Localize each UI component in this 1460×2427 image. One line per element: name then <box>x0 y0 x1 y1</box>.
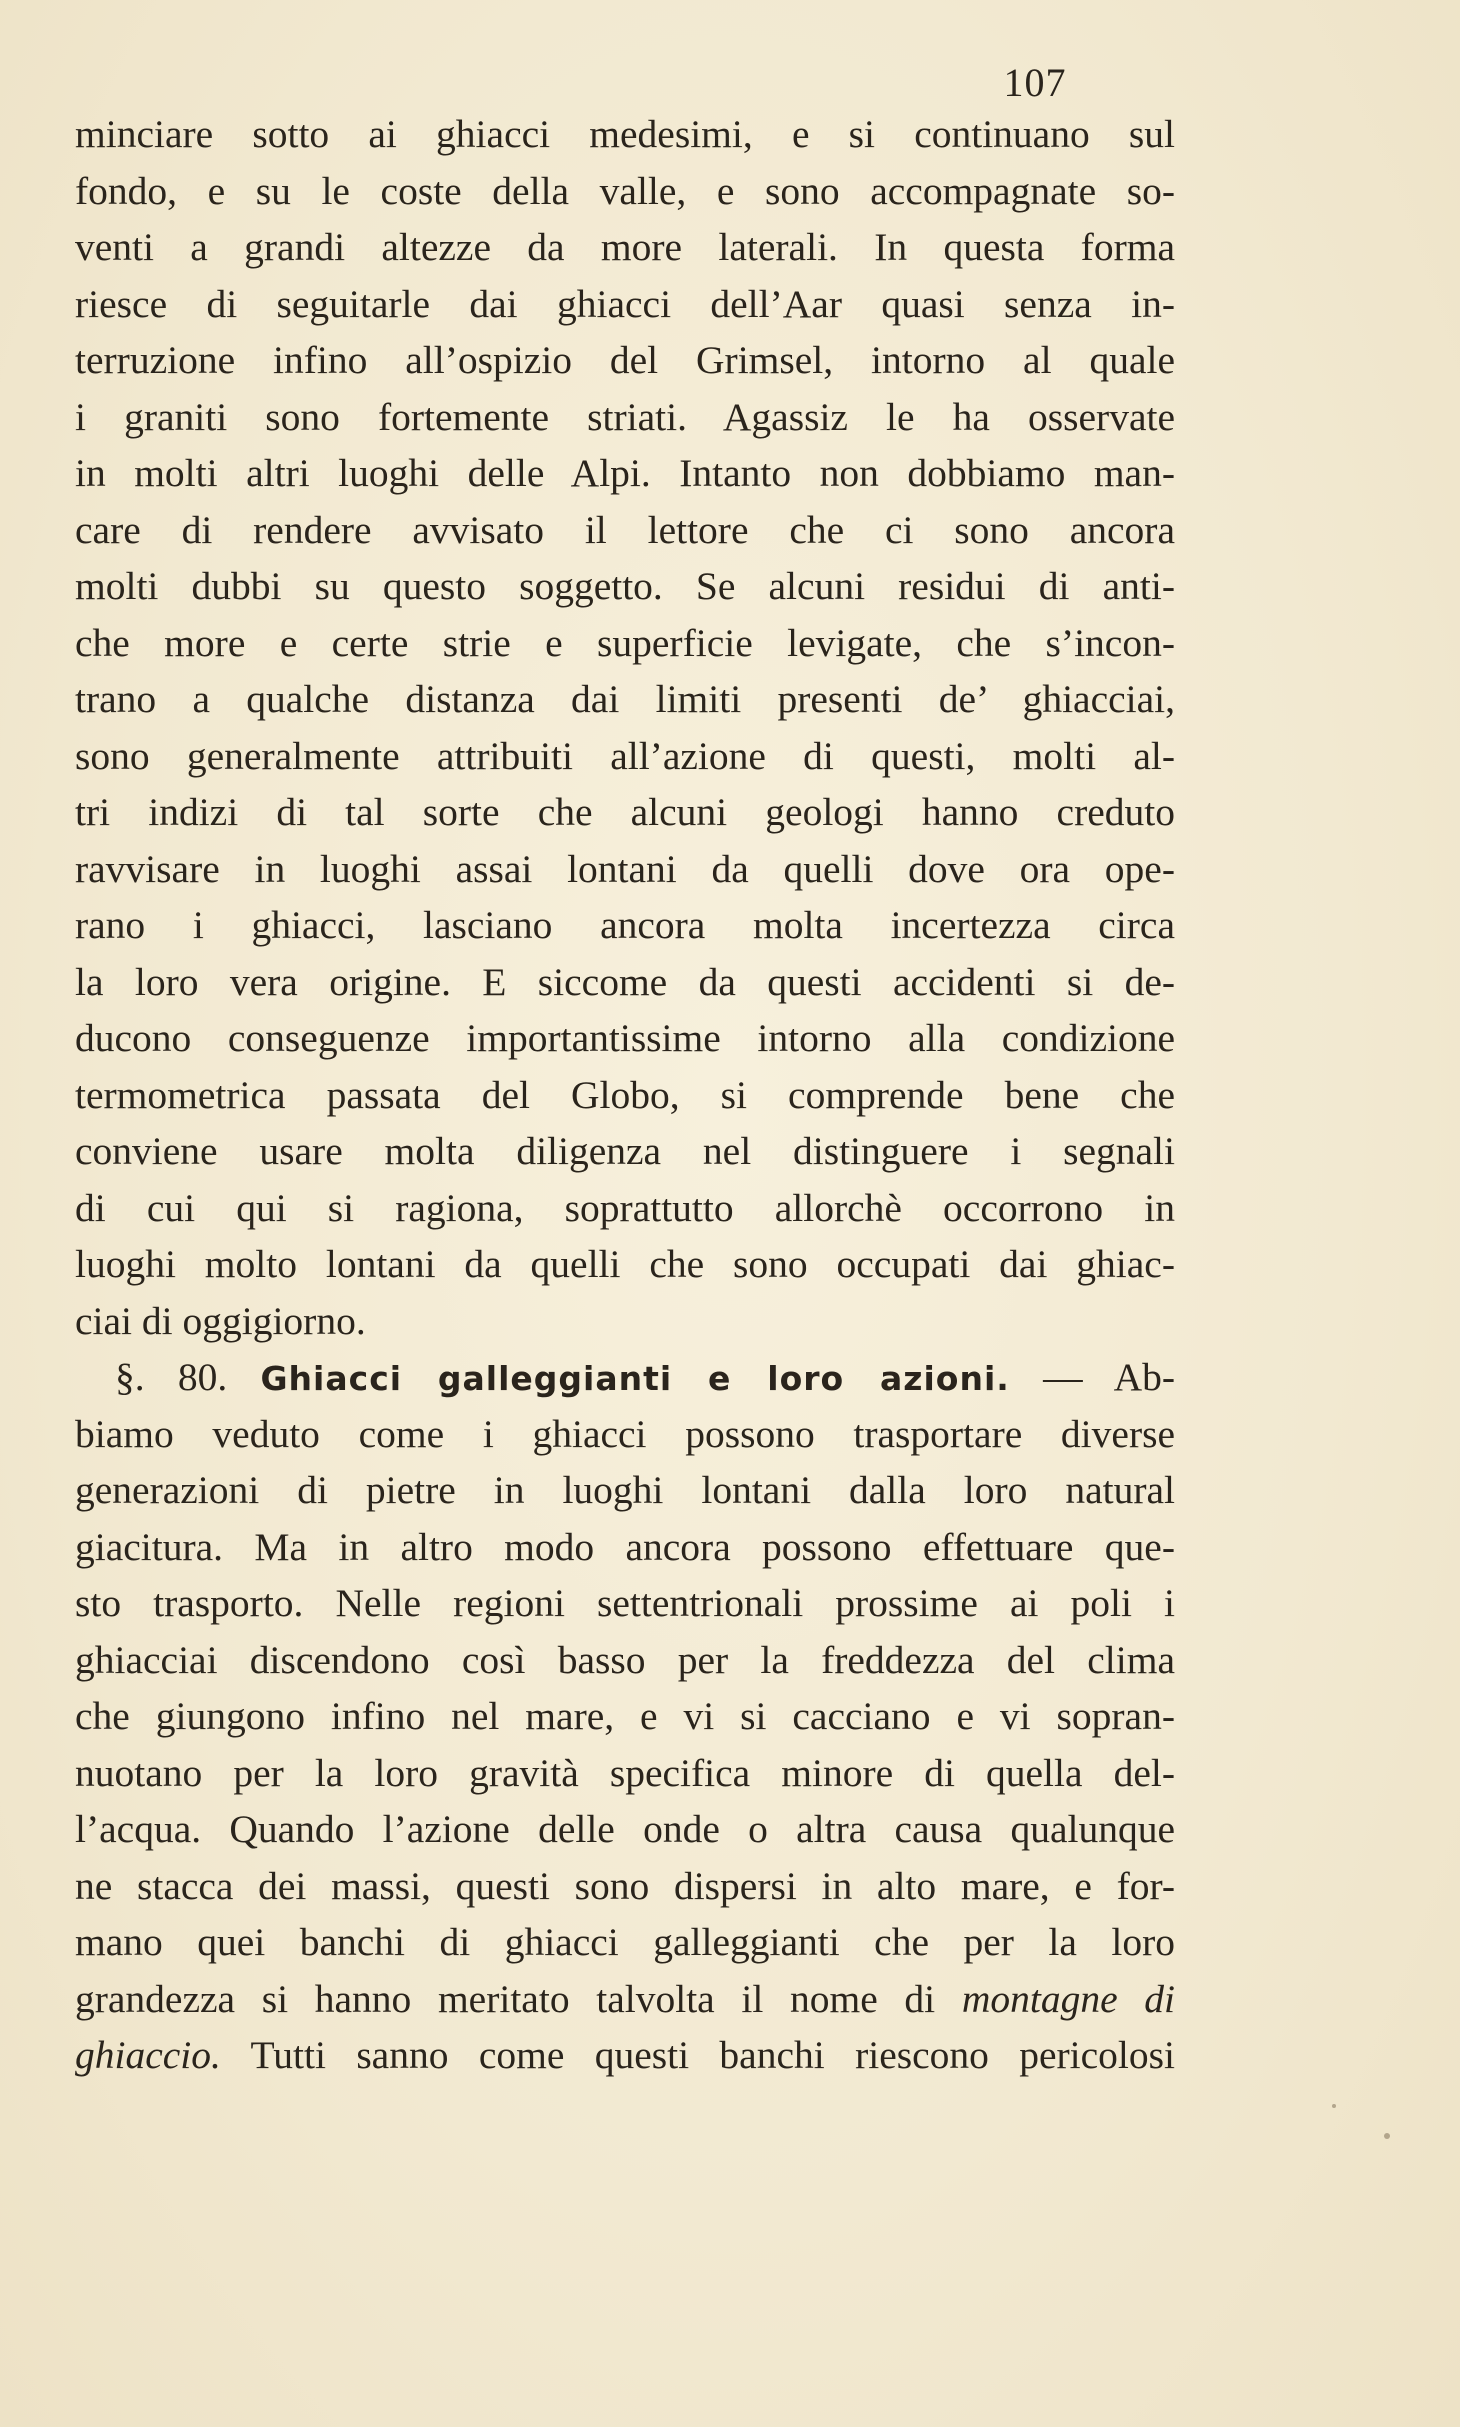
text-line: l’acqua. Quando l’azione delle onde o altra causa qualunque <box>75 1807 1175 1851</box>
text-line: in molti altri luoghi delle Alpi. Intanto non dobbiamo man- <box>75 451 1175 495</box>
section-title: Ghiacci galleggianti e loro azioni. <box>260 1359 1010 1398</box>
text-line: generazioni di pietre in luoghi lontani dalla loro natural <box>75 1468 1175 1512</box>
text-line: ne stacca dei massi, questi sono dispersi in alto mare, e for- <box>75 1863 1175 1908</box>
section-lead-text: — Ab- <box>1043 1355 1175 1399</box>
text-segment: grandezza si hanno meritato talvolta il nome di <box>75 1976 936 2021</box>
text-line: termometrica passata del Globo, si comprende bene che <box>75 1072 1175 1117</box>
text-line: luoghi molto lontani da quelli che sono occupati dai ghiac- <box>75 1242 1175 1286</box>
italic-term: montagne di <box>961 1976 1175 2021</box>
page-number: 107 <box>1003 60 1067 105</box>
text-line: ducono conseguenze importantissime intorno alla condizione <box>75 1016 1175 1060</box>
text-line: ravvisare in luoghi assai lontani da quelli dove ora ope- <box>75 846 1175 891</box>
text-line: molti dubbi su questo soggetto. Se alcuni residui di anti- <box>75 564 1175 608</box>
text-line: giacitura. Ma in altro modo ancora possono effettuare que- <box>75 1524 1175 1569</box>
text-line-with-italic <box>75 1971 1175 2028</box>
text-line: conviene usare molta diligenza nel distinguere i segnali <box>75 1129 1175 1173</box>
text-line: biamo veduto come i ghiacci possono trasportare diverse <box>75 1411 1175 1456</box>
text-line: di cui qui si ragiona, soprattutto allorchè occorrono in <box>75 1185 1175 1230</box>
section-number: §. 80. <box>115 1355 228 1399</box>
text-line: i graniti sono fortemente striati. Agassiz le ha osservate <box>75 394 1175 439</box>
text-line: rano i ghiacci, lasciano ancora molta incertezza circa <box>75 903 1175 947</box>
text-line: venti a grandi altezze da more laterali. In questa forma <box>75 225 1175 269</box>
section-heading-line <box>75 1349 1175 1406</box>
text-line: trano a qualche distanza dai limiti presenti de’ ghiacciai, <box>75 677 1175 721</box>
italic-term: ghiaccio. <box>75 2033 221 2077</box>
body-text <box>75 106 1175 2084</box>
text-line: che giungono infino nel mare, e vi si cacciano e vi sopran- <box>75 1694 1175 1738</box>
text-line: sto trasporto. Nelle regioni settentrionali prossime ai poli i <box>75 1581 1175 1625</box>
text-line: la loro vera origine. E siccome da questi accidenti si de- <box>75 959 1175 1004</box>
text-line: minciare sotto ai ghiacci medesimi, e si continuano sul <box>75 112 1175 156</box>
text-line: care di rendere avvisato il lettore che ci sono ancora <box>75 507 1175 552</box>
text-line: mano quei banchi di ghiacci galleggianti che per la loro <box>75 1920 1175 1964</box>
text-line: ghiacciai discendono così basso per la freddezza del clima <box>75 1637 1175 1682</box>
paper-speck <box>1332 2104 1336 2108</box>
paper-speck <box>1384 2133 1390 2139</box>
paragraph-end-line: ciai di oggigiorno. <box>75 1298 366 1343</box>
text-line: che more e certe strie e superficie levigate, che s’incon- <box>75 620 1175 665</box>
text-segment: Tutti sanno come questi banchi riescono pericolosi <box>250 2033 1175 2077</box>
text-line: tri indizi di tal sorte che alcuni geologi hanno creduto <box>75 790 1175 834</box>
text-line: fondo, e su le coste della valle, e sono accompagnate so- <box>75 168 1175 213</box>
text-line: terruzione infino all’ospizio del Grimsel, intorno al quale <box>75 338 1175 382</box>
text-line: nuotano per la loro gravità specifica minore di quella del- <box>75 1750 1175 1795</box>
text-line-with-italic <box>75 2027 1175 2084</box>
text-line: riesce di seguitarle dai ghiacci dell’Aar quasi senza in- <box>75 281 1175 326</box>
text-line: sono generalmente attribuiti all’azione di questi, molti al- <box>75 733 1175 778</box>
